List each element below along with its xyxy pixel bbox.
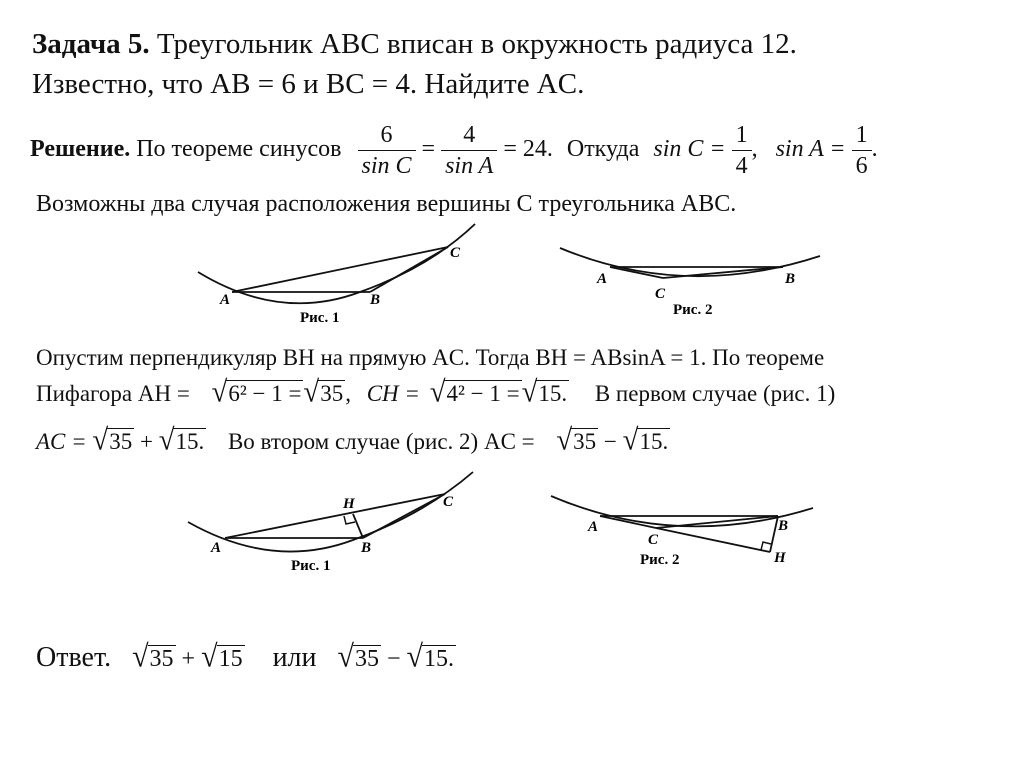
problem-line-1 — [32, 28, 797, 61]
segment-BC — [363, 494, 445, 538]
comma: , — [751, 136, 758, 163]
period: . — [871, 136, 878, 163]
radical-sign: √ — [406, 639, 423, 674]
problem-line-2 — [32, 68, 584, 101]
segment-BH — [770, 516, 778, 552]
ch-label: CH = — [366, 381, 420, 406]
sinA-den: 6 — [855, 153, 868, 179]
fig2-caption: Рис. 2 — [673, 302, 713, 318]
segment-AC — [225, 494, 445, 538]
ac1-lhs: AC = — [36, 429, 87, 454]
perp-line-2 — [36, 376, 835, 409]
sinA-num: 1 — [852, 120, 872, 151]
frac2-num: 4 — [441, 120, 497, 151]
radicand-2: 4² − 1 = — [446, 381, 520, 406]
label-H: H — [774, 550, 786, 566]
radicand-15: 15. — [538, 381, 568, 406]
frac1-num: 6 — [358, 120, 416, 151]
label-B: B — [370, 292, 381, 308]
radicand-1: 6² − 1 = — [228, 381, 302, 406]
answer-label: Ответ. — [36, 642, 112, 673]
radical-sign: √ — [132, 639, 149, 674]
answer-b2: 15. — [424, 646, 454, 672]
fig2-caption: Рис. 2 — [640, 552, 680, 568]
label-C: C — [655, 286, 666, 302]
solution-line — [30, 120, 878, 181]
equals-sign: = — [421, 136, 436, 163]
answer-a2: 35 — [354, 646, 379, 672]
label-A: A — [597, 271, 608, 287]
answer-a1: 35 — [149, 646, 174, 672]
segment-BH — [353, 514, 363, 538]
plus-sign: + — [139, 429, 153, 454]
radical-sign: √ — [211, 375, 228, 409]
ac1-a: 35 — [109, 429, 133, 454]
fig1-caption: Рис. 1 — [291, 558, 331, 574]
fraction-sinA — [852, 120, 872, 181]
label-B: B — [361, 540, 372, 556]
sinC-num: 1 — [732, 120, 752, 151]
segment-AC — [232, 247, 448, 292]
otkuda: Откуда — [566, 136, 640, 163]
radical-sign: √ — [92, 423, 109, 457]
label-A: A — [220, 292, 231, 308]
circle-arc — [188, 472, 473, 552]
frac2-den: sin A — [445, 153, 494, 179]
fraction-6-sinC — [358, 120, 416, 181]
radical-sign: √ — [521, 375, 538, 409]
radical-sign: √ — [303, 375, 320, 409]
sinC-den: 4 — [735, 153, 748, 179]
segment-CB — [663, 267, 783, 278]
cases-line: Возможны два случая расположения вершины C треугольника ABC. — [36, 191, 737, 217]
radical-sign: √ — [622, 423, 639, 457]
label-A: A — [211, 540, 222, 556]
answer-plus: + — [181, 646, 196, 672]
sinC-label: sin C = — [653, 136, 726, 163]
equals-24: = 24. — [503, 136, 553, 163]
radical-sign: √ — [556, 423, 573, 457]
ac1-b: 15. — [175, 429, 205, 454]
answer-minus: − — [386, 646, 401, 672]
minus-sign: − — [603, 429, 617, 454]
first-case: В первом случае (рис. 1) — [594, 381, 836, 406]
label-C: C — [648, 532, 659, 548]
label-C: C — [450, 245, 461, 261]
figure-2-top — [555, 238, 825, 323]
sqrt-6sq-minus-1: √6² − 1 =√35, — [211, 375, 357, 409]
sinA-label: sin A = — [775, 136, 846, 163]
right-angle-mark — [344, 516, 355, 524]
label-B: B — [785, 271, 796, 287]
answer-b1: 15 — [218, 646, 243, 672]
answer-line — [36, 640, 456, 674]
problem-text-2: Известно, что AB = 6 и BC = 4. Найдите AC. — [32, 68, 585, 100]
solution-intro: По теореме синусов — [136, 136, 342, 163]
radical-sign: √ — [337, 639, 354, 674]
label-C: C — [443, 494, 454, 510]
frac1-den: sin C — [361, 153, 412, 179]
radical-sign: √ — [429, 375, 446, 409]
pifagora-ah: Пифагора AH = — [36, 381, 190, 406]
fraction-sinC — [732, 120, 752, 181]
answer-expr-1 — [132, 639, 250, 674]
sqrt-4sq-minus-1 — [429, 375, 575, 409]
radical-sign: √ — [158, 423, 175, 457]
problem-text-1: Треугольник ABC вписан в окружность радиуса 12. — [156, 28, 797, 60]
figure-1-top — [190, 222, 490, 332]
fraction-4-sinA — [441, 120, 497, 181]
solution-label: Решение. — [30, 136, 131, 163]
segment-AC — [610, 267, 663, 278]
answer-expr-2 — [337, 639, 456, 674]
perp-line-1: Опустим перпендикуляр BH на прямую AC. Тогда BH = ABsinA = 1. По теореме — [36, 345, 825, 370]
radicand-35: 35 — [320, 381, 344, 406]
figure-2-bottom — [548, 488, 818, 578]
right-angle-mark — [761, 542, 771, 550]
segment-BC — [370, 247, 448, 292]
radical-sign: √ — [201, 639, 218, 674]
ac2-a: 35 — [573, 429, 597, 454]
problem-label: Задача 5. — [32, 28, 150, 60]
figure-1-bottom — [183, 470, 483, 580]
fig1-caption: Рис. 1 — [300, 310, 340, 326]
segment-CH — [656, 528, 770, 552]
segment-AC — [600, 516, 656, 528]
perp-line-3 — [36, 424, 670, 457]
answer-or: или — [272, 642, 317, 673]
label-H: H — [343, 496, 355, 512]
label-A: A — [588, 519, 599, 535]
label-B: B — [778, 518, 789, 534]
ac2-b: 15. — [639, 429, 669, 454]
second-case: Во втором случае (рис. 2) AC = — [227, 429, 535, 454]
